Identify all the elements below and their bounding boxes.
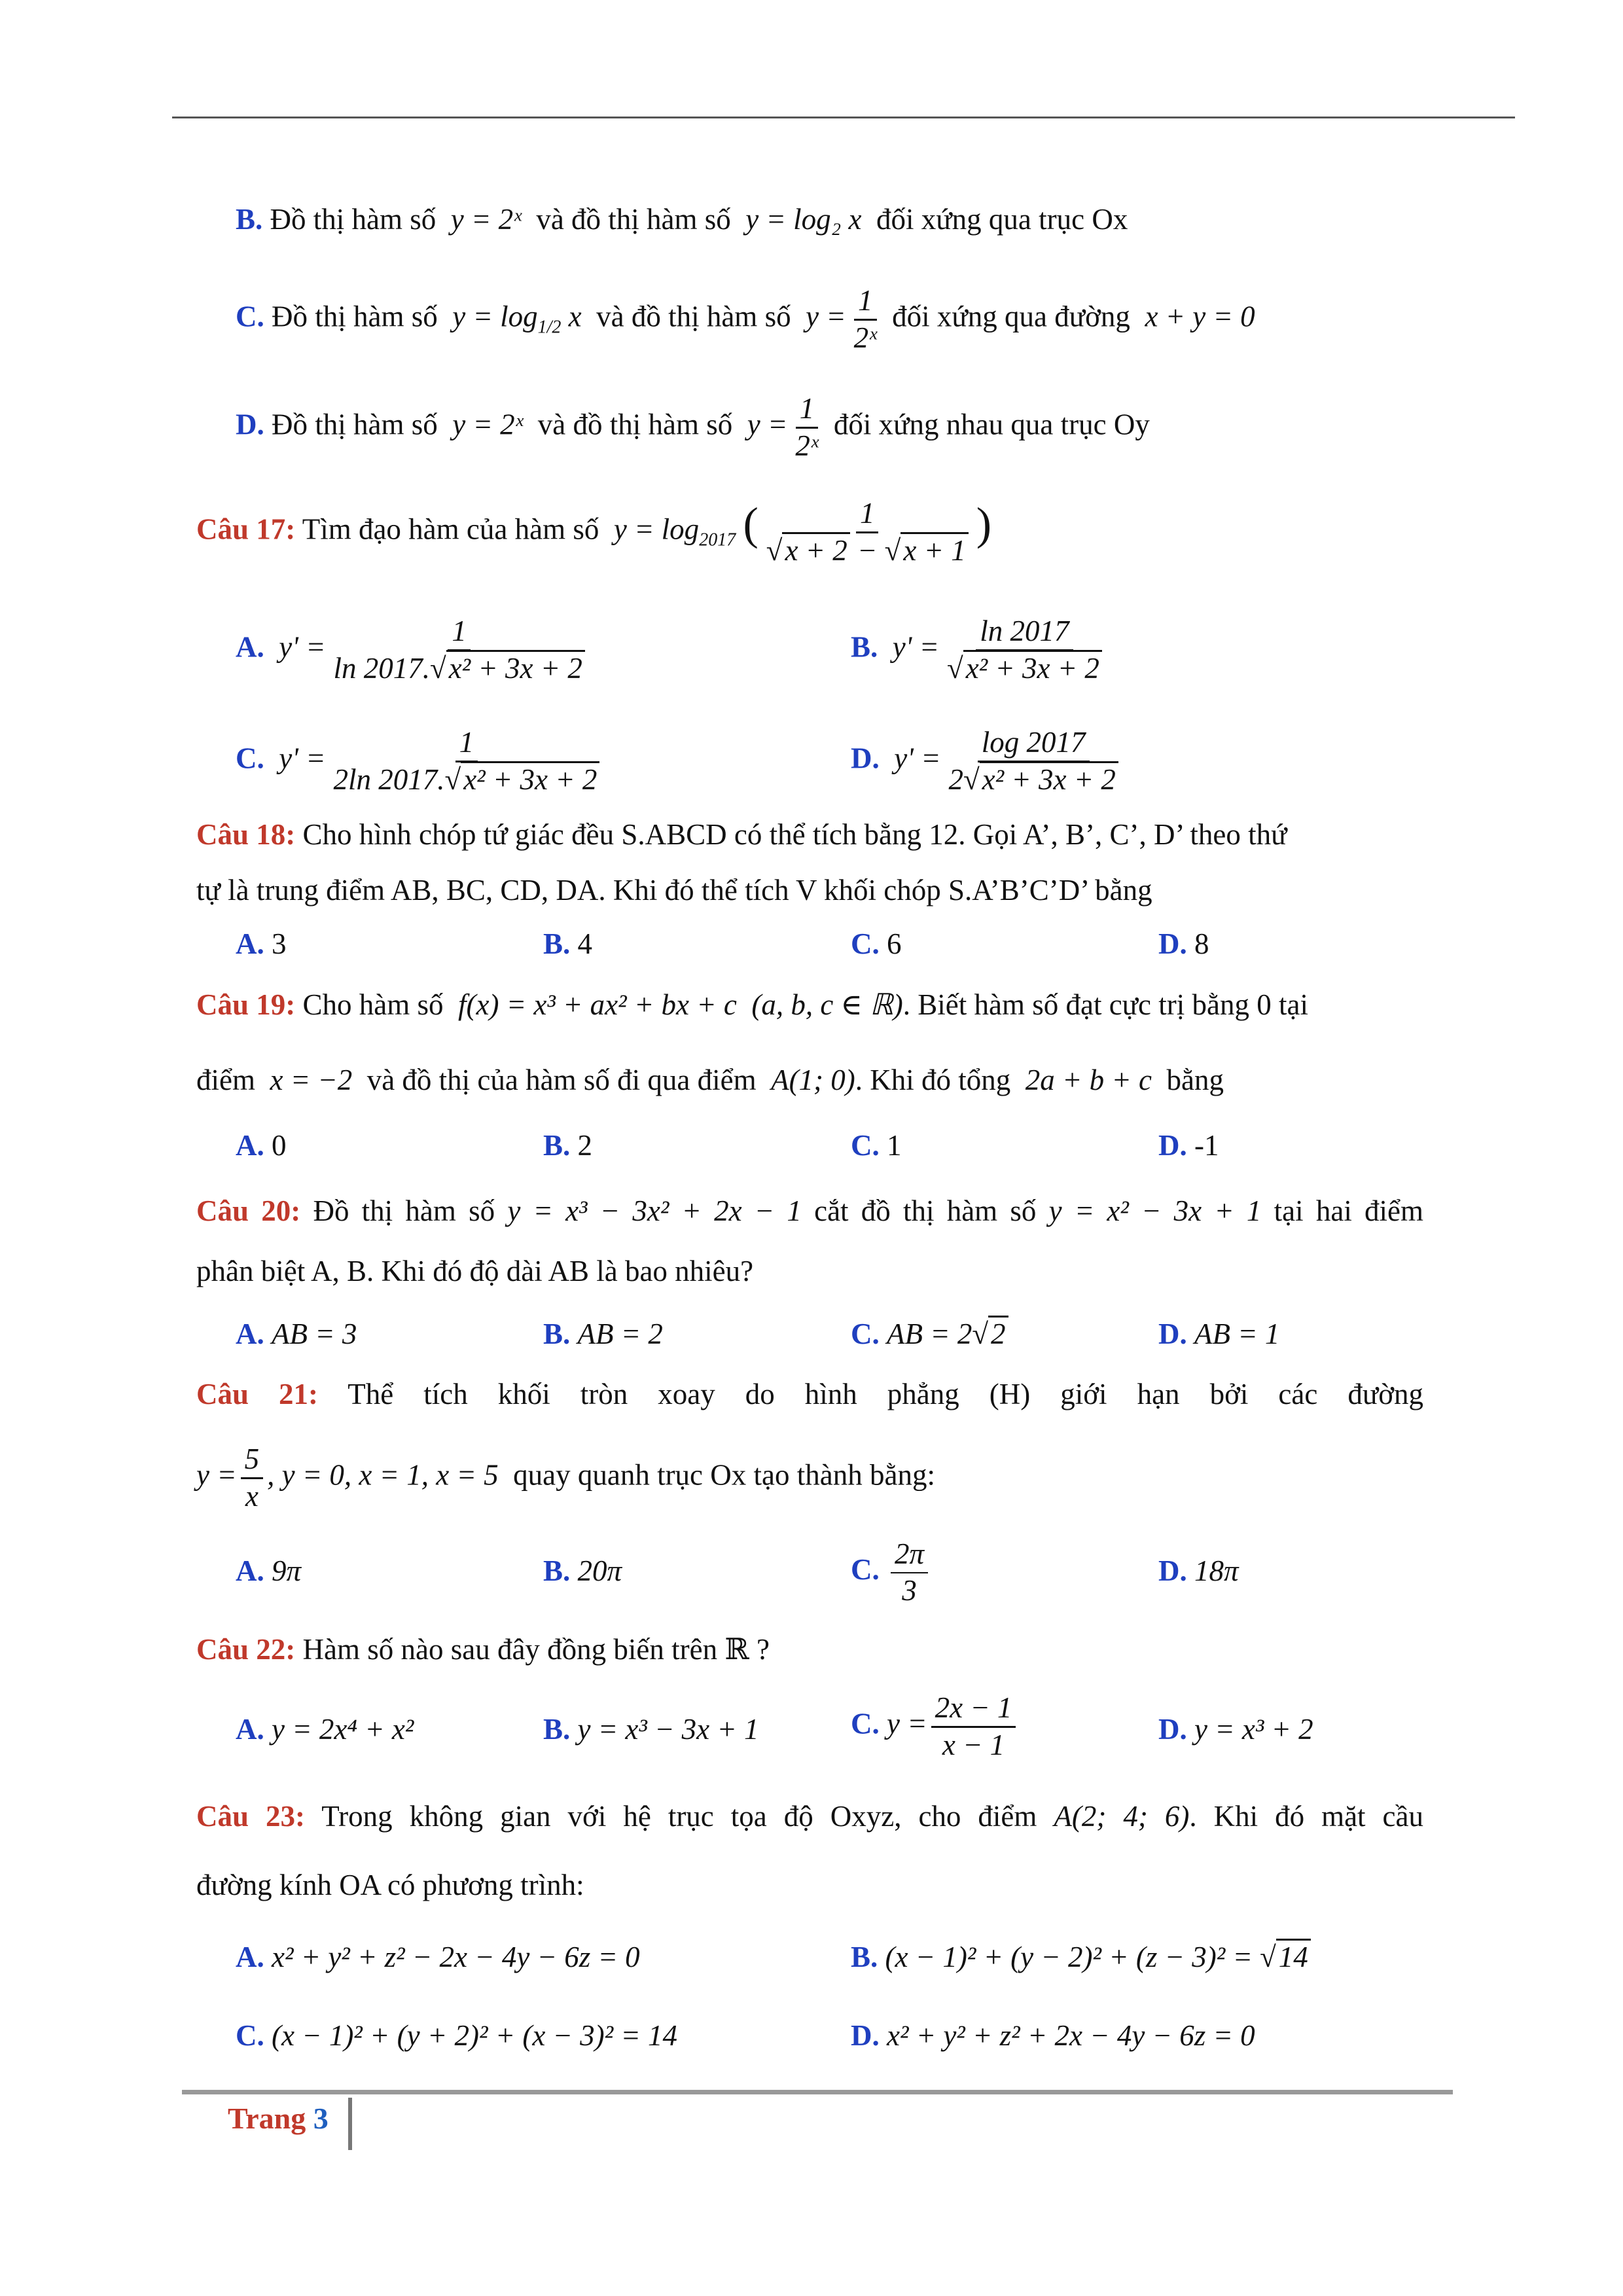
q21-option-b: B. 20π [543, 1554, 622, 1587]
q18-option-d: D. 8 [1158, 927, 1209, 960]
q20-stem-line2: phân biệt A, B. Khi đó độ dài AB là bao nhiêu? [196, 1255, 754, 1287]
q19-option-c: C. 1 [851, 1129, 902, 1162]
q23-stem-line2: đường kính OA có phương trình: [196, 1869, 584, 1901]
q22-option-b: B. y = x³ − 3x + 1 [543, 1713, 759, 1746]
q22-stem: Câu 22: Hàm số nào sau đây đồng biến trên ℝ ? [196, 1633, 770, 1666]
fraction: $\frac{5}{x}$ [241, 1443, 264, 1513]
q23-option-a: A. x² + y² + z² − 2x − 4y − 6z = 0 [236, 1941, 640, 1973]
q20-option-a: A. AB = 3 [236, 1318, 357, 1350]
q16-option-d: D. Đồ thị hàm số y = 2ˣ và đồ thị hàm số y = $\frac{1}{\text{2ˣ}}$ đối xứng nhau qua trục Oy [236, 392, 1150, 462]
q19-stem-line2: điểm x = −2 và đồ thị của hàm số đi qua điểm A(1; 0). Khi đó tổng 2a + b + c bằng [196, 1064, 1224, 1096]
q22-option-c: C. y = $\frac{2x - 1}{x - 1}$ [851, 1692, 1020, 1761]
q19-option-d: D. -1 [1158, 1129, 1219, 1162]
fraction: $\frac{1}{\text{2ln 2017.√x² + 3x + 2}}$ [329, 726, 603, 796]
q17-option-d: D. y' = $\frac{\log 2017}{\text{2√x² + 3x + 2}}$ [851, 726, 1126, 796]
q23-option-c: C. (x − 1)² + (y + 2)² + (x − 3)² = 14 [236, 2019, 678, 2052]
q22-option-a: A. y = 2x⁴ + x² [236, 1713, 414, 1746]
q18-stem-line2: tự là trung điểm AB, BC, CD, DA. Khi đó thể tích V khối chóp S.A’B’C’D’ bằng [196, 874, 1152, 906]
fraction: $\frac{\log 2017}{\text{2√x² + 3x + 2}}$ [944, 726, 1122, 796]
q18-stem-line1: Câu 18: Cho hình chóp tứ giác đều S.ABCD có thể tích bằng 12. Gọi A’, B’, C’, D’ theo thứ [196, 818, 1287, 851]
q21-option-c: C. $\frac{2\pi}{3}$ [851, 1538, 932, 1607]
q19-option-a: A. 0 [236, 1129, 287, 1162]
q21-stem-line2: y = $\frac{5}{x}$ , y = 0, x = 1, x = 5 quay quanh trục Ox tạo thành bằng: [196, 1443, 935, 1513]
q23-option-d: D. x² + y² + z² + 2x − 4y − 6z = 0 [851, 2019, 1255, 2052]
footer-rule [182, 2090, 1453, 2094]
q17-stem: Câu 17: Tìm đạo hàm của hàm số $y = \log_{2017}$ ( $\frac{1}{√x + 2 - √x + 1}$ ) [196, 497, 992, 567]
footer-divider [348, 2098, 352, 2150]
q22-option-d: D. y = x³ + 2 [1158, 1713, 1313, 1746]
fraction: $\frac{1}{\text{2ˣ}}$ [853, 284, 877, 354]
q20-option-b: B. AB = 2 [543, 1318, 663, 1350]
q23-option-b: B. (x − 1)² + (y − 2)² + (z − 3)² = √14 [851, 1937, 1311, 1977]
q20-option-d: D. AB = 1 [1158, 1318, 1280, 1350]
page-number: Trang 3 [228, 2102, 329, 2135]
q16-option-b: B. Đồ thị hàm số y = 2ˣ và đồ thị hàm số y = log₂ x đối xứng qua trục Ox [236, 203, 1128, 236]
header-rule [172, 117, 1515, 118]
q17-option-a: A. y' = $\frac{1}{\text{ln 2017.√x² + 3x + 2}}$ [236, 615, 593, 685]
q16-option-c: C. Đồ thị hàm số $y = \log_{1/2} x$ và đồ thị hàm số y = $\frac{1}{\text{2ˣ}}$ đối xứng qua đường x + y = 0 [236, 284, 1255, 354]
q23-stem-line1: Câu 23: Trong không gian với hệ trục tọa độ Oxyz, cho điểm A(2; 4; 6). Khi đó mặt cầu [196, 1800, 1424, 1833]
q17-option-b: B. y' = $\frac{\ln 2017}{\text{√x² + 3x + 2}}$ [851, 615, 1110, 685]
q21-stem-line1: Câu 21: Thể tích khối tròn xoay do hình phẳng (H) giới hạn bởi các đường [196, 1378, 1424, 1410]
fraction: $\frac{1}{\text{2ˣ}}$ [795, 392, 819, 462]
fraction: $\frac{2\pi}{3}$ [891, 1538, 928, 1607]
q21-option-d: D. 18π [1158, 1554, 1239, 1587]
q18-option-b: B. 4 [543, 927, 593, 960]
q18-option-a: A. 3 [236, 927, 287, 960]
q21-option-a: A. 9π [236, 1554, 302, 1587]
q17-option-c: C. y' = $\frac{1}{\text{2ln 2017.√x² + 3x + 2}}$ [236, 726, 607, 796]
q20-option-c: C. AB = 2√2 [851, 1314, 1008, 1354]
fraction: $\frac{\ln 2017}{\text{√x² + 3x + 2}}$ [943, 615, 1106, 685]
fraction: $\frac{1}{√x + 2 - √x + 1}$ [762, 497, 972, 567]
q20-stem-line1: Câu 20: Đồ thị hàm số y = x³ − 3x² + 2x − 1 cắt đồ thị hàm số y = x² − 3x + 1 tại hai điểm [196, 1194, 1424, 1227]
fraction: $\frac{2x - 1}{x - 1}$ [931, 1692, 1016, 1761]
q18-option-c: C. 6 [851, 927, 902, 960]
q19-stem-line1: Câu 19: Cho hàm số f(x) = x³ + ax² + bx + c (a, b, c ∈ ℝ). Biết hàm số đạt cực trị bằng 0 tại [196, 988, 1308, 1021]
fraction: $\frac{1}{\text{ln 2017.√x² + 3x + 2}}$ [329, 615, 588, 685]
q19-option-b: B. 2 [543, 1129, 593, 1162]
